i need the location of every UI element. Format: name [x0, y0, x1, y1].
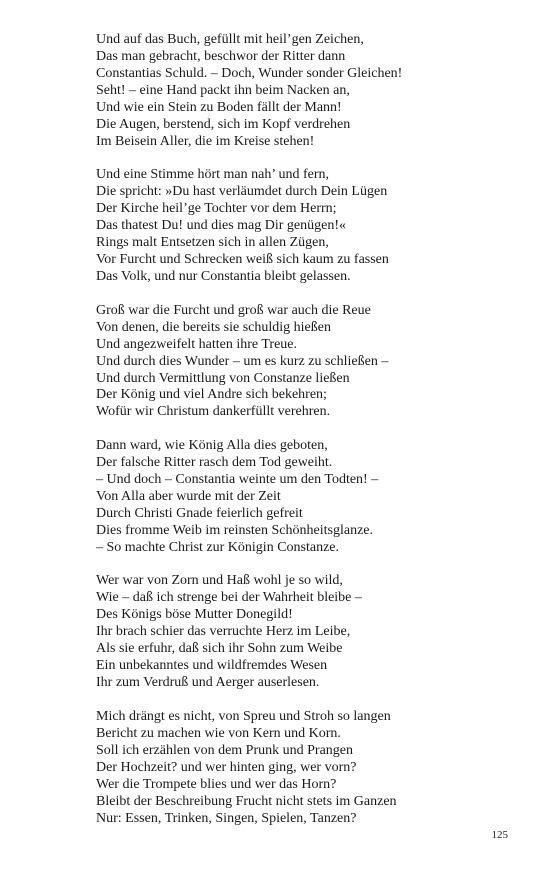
- verse-line: Wer war von Zorn und Haß wohl je so wild,: [96, 573, 343, 589]
- verse-line: Dies fromme Weib im reinsten Schönheitsglanze.: [96, 522, 373, 538]
- verse-line: Und eine Stimme hört man nah’ und fern,: [96, 167, 330, 183]
- stanza-3: [96, 303, 516, 422]
- verse-line: Und angezweifelt hatten ihre Treue.: [96, 336, 297, 352]
- stanza-5: [96, 573, 516, 692]
- verse-line: Als sie erfuhr, daß sich ihr Sohn zum Weibe: [96, 641, 343, 657]
- verse-line: Wie – daß ich strenge bei der Wahrheit bleibe –: [96, 590, 362, 606]
- verse-line: Der falsche Ritter rasch dem Tod geweiht.: [96, 455, 333, 471]
- verse-line: Das man gebracht, beschwor der Ritter dann: [96, 48, 346, 64]
- verse-line: Groß war die Furcht und groß war auch die Reue: [96, 302, 371, 318]
- verse-line: Des Königs böse Mutter Donegild!: [96, 607, 293, 623]
- stanza-4: [96, 438, 516, 557]
- verse-line: Und durch Vermittlung von Constanze ließen: [96, 370, 350, 386]
- verse-line: Mich drängt es nicht, von Spreu und Stroh so langen: [96, 708, 391, 724]
- verse-line: Das thatest Du! und dies mag Dir genügen!«: [96, 218, 346, 234]
- page-number: 125: [491, 829, 508, 841]
- verse-line: Das Volk, und nur Constantia bleibt gelassen.: [96, 269, 351, 285]
- verse-line: Der König und viel Andre sich bekehren;: [96, 387, 327, 403]
- verse-line: Nur: Essen, Trinken, Singen, Spielen, Tanzen?: [96, 810, 357, 826]
- verse-line: Durch Christi Gnade feierlich gefreit: [96, 505, 303, 521]
- verse-line: Die spricht: »Du hast verläumdet durch Dein Lügen: [96, 184, 388, 200]
- verse-line: Und auf das Buch, gefüllt mit heil’gen Zeichen,: [96, 32, 364, 47]
- verse-line: Von Alla aber wurde mit der Zeit: [96, 488, 281, 504]
- verse-line: Ein unbekanntes und wildfremdes Wesen: [96, 658, 328, 674]
- poem-text: [96, 32, 516, 844]
- verse-line: Dann ward, wie König Alla dies geboten,: [96, 438, 328, 454]
- verse-line: Wofür wir Christum dankerfüllt verehren.: [96, 404, 331, 420]
- stanza-2: [96, 167, 516, 286]
- verse-line: Bleibt der Beschreibung Frucht nicht stets im Ganzen: [96, 793, 397, 809]
- verse-line: Soll ich erzählen von dem Prunk und Prangen: [96, 742, 354, 758]
- verse-line: Wer die Trompete blies und wer das Horn?: [96, 776, 337, 792]
- verse-line: Die Augen, berstend, sich im Kopf verdrehen: [96, 116, 351, 132]
- verse-line: Und durch dies Wunder – um es kurz zu schließen –: [96, 353, 389, 369]
- verse-line: – So machte Christ zur Königin Constanze.: [96, 539, 340, 555]
- stanza-6: [96, 709, 516, 828]
- stanza-1: [96, 32, 516, 151]
- verse-line: Seht! – eine Hand packt ihn beim Nacken an,: [96, 82, 350, 98]
- verse-line: Der Hochzeit? und wer hinten ging, wer vorn?: [96, 759, 357, 775]
- verse-line: Von denen, die bereits sie schuldig hießen: [96, 319, 331, 335]
- verse-line: Der Kirche heil’ge Tochter vor dem Herrn;: [96, 201, 337, 217]
- verse-line: Rings malt Entsetzen sich in allen Zügen,: [96, 235, 329, 251]
- verse-line: Ihr zum Verdruß und Aerger auserlesen.: [96, 675, 320, 691]
- verse-line: Ihr brach schier das verruchte Herz im Leibe,: [96, 624, 351, 640]
- verse-line: – Und doch – Constantia weinte um den Todten! –: [96, 471, 379, 487]
- verse-line: Constantias Schuld. – Doch, Wunder sonder Gleichen!: [96, 65, 403, 81]
- verse-line: Bericht zu machen wie von Kern und Korn.: [96, 725, 341, 741]
- verse-line: Vor Furcht und Schrecken weiß sich kaum zu fassen: [96, 252, 389, 268]
- verse-line: Und wie ein Stein zu Boden fällt der Mann!: [96, 99, 342, 115]
- verse-line: Im Beisein Aller, die im Kreise stehen!: [96, 133, 315, 149]
